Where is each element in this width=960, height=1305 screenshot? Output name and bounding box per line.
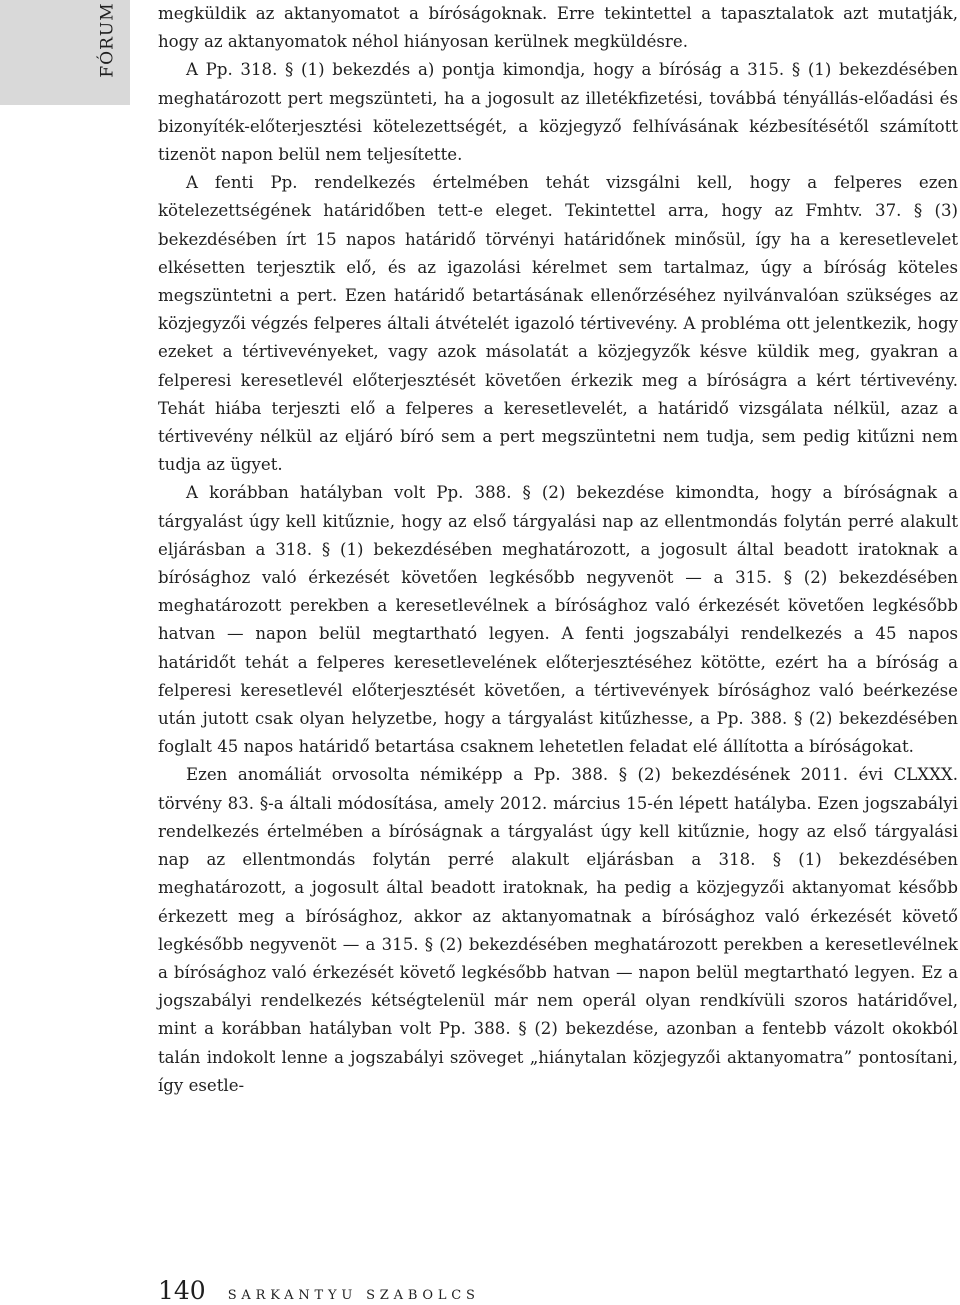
article-body	[158, 0, 958, 1100]
paragraph-5: Ezen anomáliát orvosolta némiképp a Pp. 388. § (2) bekezdésének 2011. évi CLXXX. törvény 83. §-a általi módosítása, amely 2012. március 15-én lépett hatályba. Ezen jogszabályi rendelkezés értelmében a bíróságnak a tárgyalást úgy kell kitűznie, hogy az első tárgyalási nap az ellentmondás folytán perré alakult eljárásban a 318. § (1) bekezdésében meghatározott, a jogosult által beadott iratoknak, ha pedig a közjegyzői aktanyomat később érkezett meg a bírósághoz, akkor az aktanyomatnak a bírósághoz való érkezését követő legkésőbb negyvenöt — a 315. § (2) bekezdésében meghatározott perekben a keresetlevélnek a bírósághoz való érkezését követő legkésőbb hatvan — napon belül megtartható legyen. Ez a jogszabályi rendelkezés kétségtelenül már nem operál olyan rendkívüli szoros határidővel, mint a korábban hatályban volt Pp. 388. § (2) bekezdése, azonban a fentebb vázolt okokból talán indokolt lenne a jogszabályi szöveget „hiánytalan közjegyzői aktanyomatra” pontosítani, így esetle-	[158, 765, 958, 1095]
page-footer	[158, 1276, 480, 1305]
paragraph-2: A Pp. 318. § (1) bekezdés a) pontja kimondja, hogy a bíróság a 315. § (1) bekezdésében meghatározott pert megszünteti, ha a jogosult az illetékfizetési, továbbá tényállás-előadási és bizonyíték-előterjesztési kötelezettségét, a közjegyző felhívásának kézbesítésétől számított tizenöt napon belül nem teljesítette.	[158, 60, 958, 165]
paragraph-4: A korábban hatályban volt Pp. 388. § (2) bekezdése kimondta, hogy a bíróságnak a tárgyalást úgy kell kitűznie, hogy az első tárgyalási nap az ellentmondás folytán perré alakult eljárásban a 318. § (1) bekezdésében meghatározott, a jogosult által beadott iratoknak a bírósághoz való érkezését követően legkésőbb negyvenöt — a 315. § (2) bekezdésében meghatározott perekben a keresetlevélnek a bírósághoz való érkezését követően legkésőbb hatvan — napon belül megtartható legyen. A fenti jogszabályi rendelkezés a 45 napos határidőt tehát a felperes keresetlevelének előterjesztéséhez kötötte, ezért ha a bíróság a felperesi keresetlevél előterjesztését követően, a tértivevények bírósághoz való beérkezése után jutott csak olyan helyzetbe, hogy a tárgyalást kitűzhesse, a Pp. 388. § (2) bekezdésében foglalt 45 napos határidő betartása csaknem lehetetlen feladat elé állította a bíróságokat.	[158, 483, 958, 757]
paragraph-1: megküldik az aktanyomatot a bíróságoknak. Erre tekintettel a tapasztalatok azt mutatják, hogy az aktanyomatok néhol hiányosan kerülnek megküldésre.	[158, 4, 958, 52]
paragraph-3: A fenti Pp. rendelkezés értelmében tehát vizsgálni kell, hogy a felperes ezen kötelezettségének határidőben tett-e eleget. Tekintettel arra, hogy az Fmhtv. 37. § (3) bekezdésében írt 15 napos határidő törvényi határidőnek minősül, így ha a keresetlevelet elkésetten terjesztik elő, és az igazolási kérelmet sem tartalmaz, úgy a bíróság köteles megszüntetni a pert. Ezen határidő betartásának ellenőrzéséhez nyilvánvalóan szükséges az közjegyzői végzés felperes általi átvételét igazoló tértivevény. A probléma ott jelentkezik, hogy ezeket a tértivevényeket, vagy azok másolatát a közjegyzők késve küldik meg, gyakran a felperesi keresetlevél előterjesztését követően érkezik meg a bíróságra a kért tértivevény. Tehát hiába terjeszti elő a felperes a keresetlevelét, a határidő vizsgálata nélkül, azaz a tértivevény nélkül az eljáró bíró sem a pert megszüntetni nem tudja, sem pedig kitűzni nem tudja az ügyet.	[158, 173, 958, 475]
page-number: 140	[158, 1276, 206, 1305]
section-label	[88, 0, 128, 80]
section-label-text: FÓRUM	[98, 2, 118, 78]
author-name: SARKANTYU SZABOLCS	[227, 1288, 480, 1303]
